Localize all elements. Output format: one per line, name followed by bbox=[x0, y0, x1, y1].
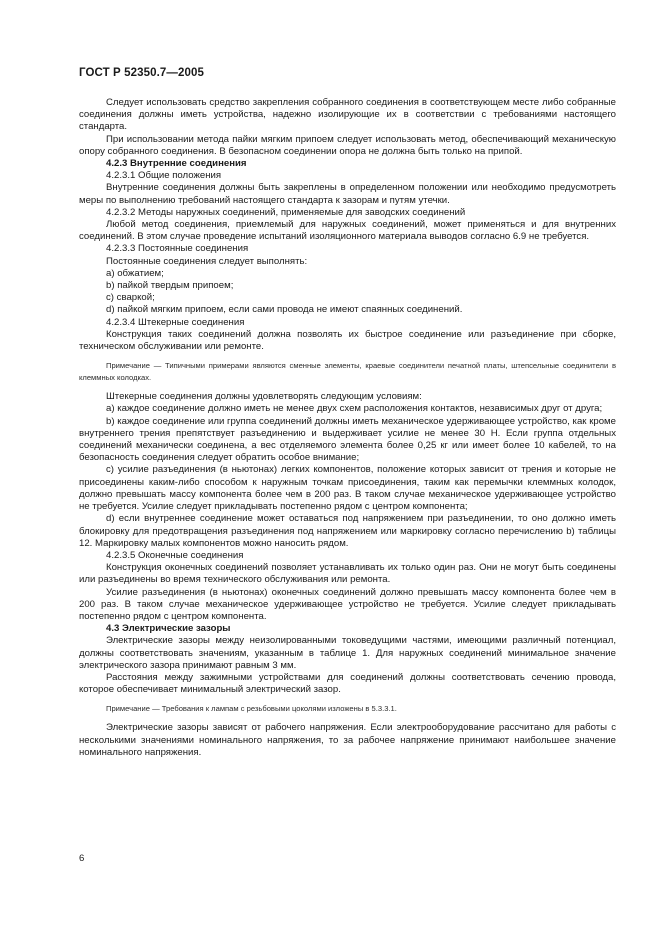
list-item: c) усилие разъединения (в ньютонах) легких компонентов, положение которых зависит от трения и которые не присоединены каким-либо способом к наружным точкам присоединения, таким как перемычки клеммных колодок, должно превышать массу компонента более чем в 200 раз. В таком случае механическое удерживающее устройство не требуется. Усилие следует прикладывать постепенно рядом с центром компонента; bbox=[79, 464, 616, 513]
subsection-heading: 4.2.3.2 Методы наружных соединений, применяемые для заводских соединений bbox=[106, 206, 466, 218]
note: Примечание — Типичными примерами являются сменные элементы, краевые соединители печатной платы, штепсельные соединители в клеммных колодках. bbox=[79, 361, 616, 383]
list-item: d) если внутреннее соединение может оставаться под напряжением при разъединении, то оно должно иметь блокировку для предотвращения разъединения под напряжением или маркировку согласно перечислению b) таблицы 12. Маркировку малых компонентов можно наносить рядом. bbox=[79, 513, 616, 549]
page-number: 6 bbox=[79, 853, 85, 864]
list-item: d) пайкой мягким припоем, если сами провода не имеют спаянных соединений. bbox=[106, 304, 463, 316]
paragraph: Постоянные соединения следует выполнять: bbox=[106, 255, 308, 267]
paragraph: Внутренние соединения должны быть закреплены в определенном положении или необходимо предусмотреть меры по выполнению требований настоящего стандарта к зазорам и путям утечки. bbox=[79, 182, 616, 206]
paragraph: Конструкция оконечных соединений позволяет устанавливать их только один раз. Они не могут быть соединены или разъединены во время технического обслуживания или ремонта. bbox=[79, 562, 616, 586]
paragraph: Расстояния между зажимными устройствами для соединений должны соответствовать сечению провода, которое обеспечивает минимальный электрический зазор. bbox=[79, 671, 616, 696]
note: Примечание — Требования к лампам с резьбовыми цоколями изложены в 5.3.3.1. bbox=[106, 704, 397, 714]
subsection-heading: 4.2.3.5 Оконечные соединения bbox=[106, 549, 244, 561]
paragraph: Электрические зазоры между неизолированными токоведущими частями, имеющими различный потенциал, должны соответствовать значениям, указанным в таблице 1. Для наружных соединений минимальное значение электрического зазора принимают равным 3 мм. bbox=[79, 635, 616, 671]
section-heading: 4.2.3 Внутренние соединения bbox=[106, 158, 247, 170]
list-item: a) каждое соединение должно иметь не менее двух схем расположения контактов, независимых друг от друга; bbox=[106, 403, 603, 415]
document-body bbox=[79, 97, 616, 759]
section-heading: 4.3 Электрические зазоры bbox=[106, 623, 231, 635]
list-item: c) сваркой; bbox=[106, 292, 155, 304]
paragraph: При использовании метода пайки мягким припоем следует использовать метод, обеспечивающий механическую опору собранного соединения. В безопасном соединении опора не должна быть только на припой. bbox=[79, 133, 616, 157]
paragraph: Следует использовать средство закрепления собранного соединения в соответствующем месте либо собранные соединения должны иметь устройства, надежно изолирующие их в соответствии с требованиями настоящего стандарта. bbox=[79, 97, 616, 133]
paragraph: Усилие разъединения (в ньютонах) оконечных соединений должно превышать массу компонента более чем в 200 раз. В таком случае механическое удерживающее устройство не требуется. Усилие следует прикладывать постепенно рядом с центром компонента. bbox=[79, 586, 616, 622]
list-item: b) каждое соединение или группа соединений должны иметь механическое удерживающее устройство, как кроме внутреннего трения препятствует разъединению и выдерживает усилие не менее 30 Н. Если группа отдельных соединений механически соединена, а вес отделяемого элемента более 0,25 кг или имеет более 10 кабелей, то на безопасность соединения следует обратить особое внимание; bbox=[79, 415, 616, 464]
list-item: a) обжатием; bbox=[106, 267, 164, 279]
paragraph: Электрические зазоры зависят от рабочего напряжения. Если электрооборудование рассчитано для работы с несколькими значениями номинального напряжения, то за рабочее напряжение принимают наибольшее значение номинального напряжения. bbox=[79, 722, 616, 758]
subsection-heading: 4.2.3.1 Общие положения bbox=[106, 170, 222, 182]
paragraph: Любой метод соединения, приемлемый для наружных соединений, может применяться и для внутренних соединений. В этом случае проведение испытаний изоляционного материала выводов согласно 6.9 не требуется. bbox=[79, 219, 616, 243]
document-code-header: ГОСТ Р 52350.7—2005 bbox=[79, 67, 204, 79]
paragraph: Штекерные соединения должны удовлетворять следующим условиям: bbox=[106, 391, 422, 403]
paragraph: Конструкция таких соединений должна позволять их быстрое соединение или разъединение при сборке, техническом обслуживании или ремонте. bbox=[79, 328, 616, 353]
subsection-heading: 4.2.3.3 Постоянные соединения bbox=[106, 243, 249, 255]
subsection-heading: 4.2.3.4 Штекерные соединения bbox=[106, 316, 245, 328]
list-item: b) пайкой твердым припоем; bbox=[106, 280, 234, 292]
